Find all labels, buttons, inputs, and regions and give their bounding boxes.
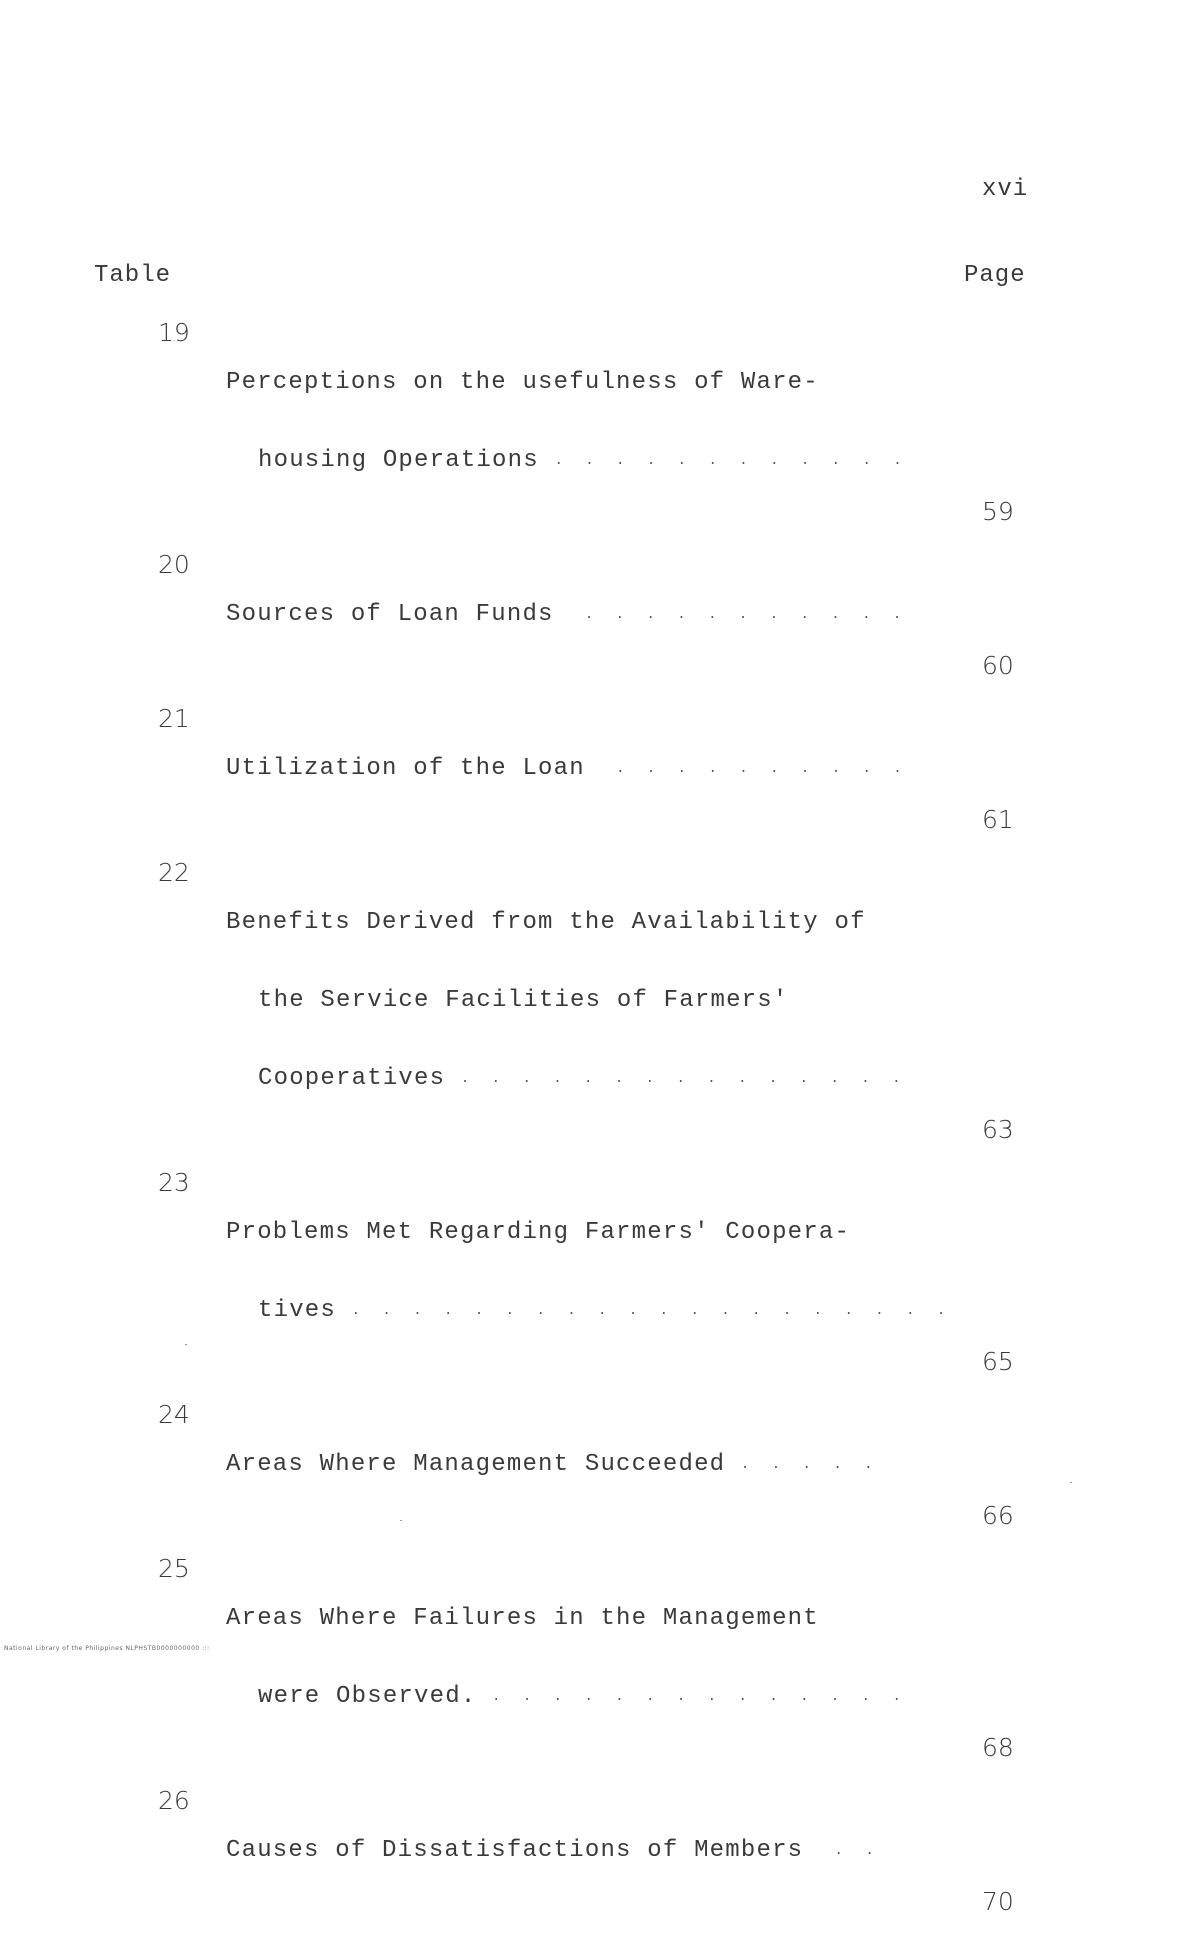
entry-page: 63: [982, 1115, 1014, 1144]
entry-title: [226, 1786, 926, 1916]
leader-dots: . . . . . . . . . . . . . .: [492, 1689, 908, 1705]
entry-page: 61: [982, 805, 1014, 834]
leader-dots: . .: [834, 1843, 881, 1859]
entry-title-line: Areas Where Management Succeeded . . . . .: [226, 1451, 880, 1478]
entry-title: [226, 704, 926, 834]
entry-number: 20: [158, 550, 190, 579]
leader-dots: . . . . . . . . . .: [616, 761, 909, 777]
entry-title: [226, 858, 926, 1144]
entry-number: 19: [158, 318, 190, 347]
scan-speck: [185, 1344, 187, 1345]
entry-page: 60: [982, 651, 1014, 680]
entry-page: 59: [982, 497, 1014, 526]
entry-title-line: Cooperatives . . . . . . . . . . . . . . .: [258, 1065, 908, 1092]
entry-title-line: Utilization of the Loan . . . . . . . . . .: [226, 755, 909, 782]
table-entry-24[interactable]: [0, 1400, 1199, 1530]
entry-number: 24: [158, 1400, 190, 1429]
entry-title-line: Problems Met Regarding Farmers' Coopera-: [226, 1219, 851, 1246]
leader-dots: . . . . . . . . . . .: [584, 607, 909, 623]
entry-title-line: Sources of Loan Funds . . . . . . . . . . .: [226, 601, 909, 628]
page-column-header: Page: [964, 262, 1026, 289]
entry-title-line: were Observed. . . . . . . . . . . . . . .: [258, 1683, 908, 1710]
table-entry-23[interactable]: [0, 1168, 1199, 1376]
table-entry-25[interactable]: [0, 1554, 1199, 1762]
table-entry-19[interactable]: [0, 318, 1199, 526]
entry-title-line: Perceptions on the usefulness of Ware-: [226, 369, 819, 396]
entry-title-line: housing Operations . . . . . . . . . . . .: [258, 447, 909, 474]
entry-title-line: Benefits Derived from the Availability of: [226, 909, 866, 936]
table-entry-20[interactable]: [0, 550, 1199, 680]
entry-number: 26: [158, 1786, 190, 1815]
table-column-header: Table: [94, 262, 172, 289]
entry-title: [226, 318, 926, 526]
leader-dots: . . . . . . . . . . . . . . . . . . . .: [351, 1303, 953, 1319]
leader-dots: . . . . .: [740, 1457, 880, 1473]
entry-number: 21: [158, 704, 190, 733]
entry-title: [226, 1400, 926, 1530]
page-number: xvi: [982, 176, 1029, 203]
table-entry-26[interactable]: [0, 1786, 1199, 1916]
entry-title-line: tives . . . . . . . . . . . . . . . . . . . .: [258, 1297, 953, 1324]
table-entry-21[interactable]: [0, 704, 1199, 834]
entry-number: 23: [158, 1168, 190, 1197]
entry-number: 25: [158, 1554, 190, 1583]
entry-page: 68: [982, 1733, 1014, 1762]
list-of-tables: [0, 318, 1199, 1940]
scan-speck: [400, 1520, 402, 1521]
entry-title: [226, 550, 926, 680]
leader-dots: . . . . . . . . . . . . . . .: [460, 1071, 908, 1087]
table-entry-22[interactable]: [0, 858, 1199, 1144]
leader-dots: . . . . . . . . . . . .: [554, 453, 909, 469]
entry-title: [226, 1168, 953, 1376]
entry-page: 66: [982, 1501, 1014, 1530]
entry-title-line: Causes of Dissatisfactions of Members . .: [226, 1837, 881, 1864]
entry-page: 70: [982, 1887, 1014, 1916]
entry-title-line: Areas Where Failures in the Management: [226, 1605, 819, 1632]
entry-title: [226, 1554, 926, 1762]
entry-title-line: the Service Facilities of Farmers': [258, 987, 789, 1014]
entry-page: 65: [982, 1347, 1014, 1376]
scan-footer: National Library of the Philippines NLPHSTB0000000000 :::: [4, 1645, 210, 1652]
entry-number: 22: [158, 858, 190, 887]
scan-speck: [1070, 1482, 1072, 1483]
